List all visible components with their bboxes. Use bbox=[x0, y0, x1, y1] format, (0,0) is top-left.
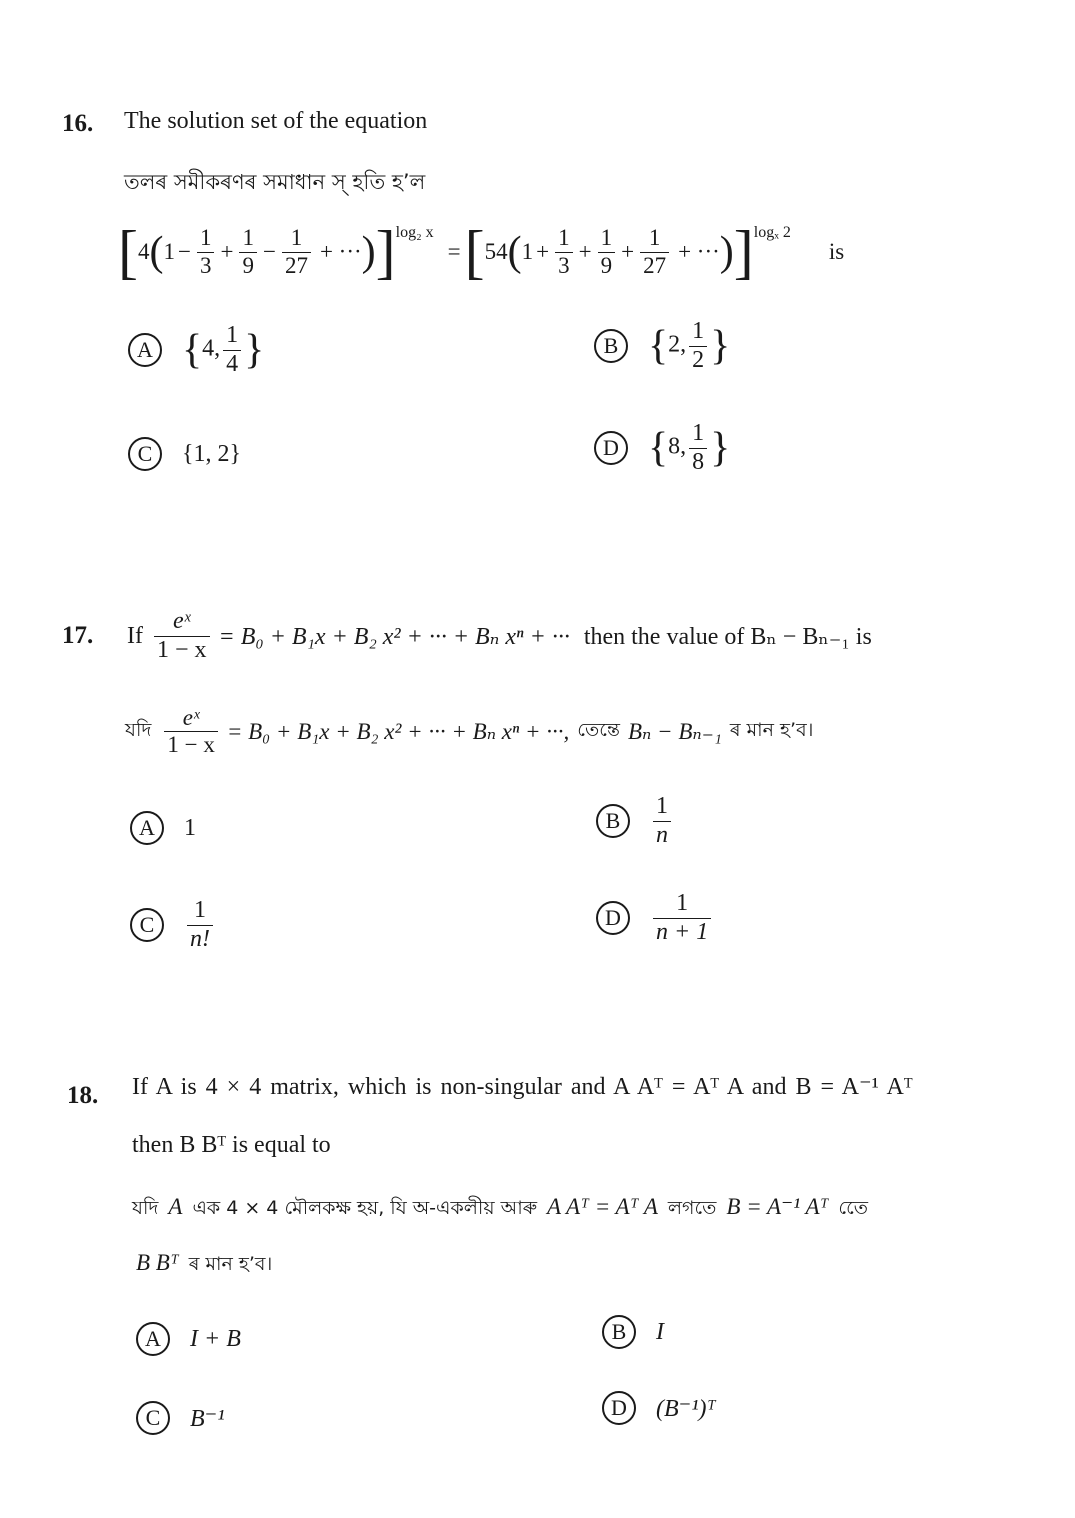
fraction: $\frac{1}{3}$ bbox=[197, 225, 215, 279]
option-d-marker[interactable]: D bbox=[602, 1391, 636, 1425]
option-b-value: {2, $\frac{1}{2}$ } bbox=[648, 318, 731, 373]
option-d-marker[interactable]: D bbox=[594, 431, 628, 465]
q17-option-a[interactable] bbox=[130, 811, 196, 845]
question-18-text-line-1: If A is 4 × 4 matrix, which is non-singular and A Aᵀ = Aᵀ A and B = A⁻¹ Aᵀ bbox=[132, 1074, 913, 1100]
equation-suffix: is bbox=[828, 239, 845, 264]
option-b-value: $\frac{1}{n}$ bbox=[653, 793, 671, 849]
option-d-marker[interactable]: D bbox=[596, 901, 630, 935]
question-16-equation: [ 4 ( 1 − $\frac{1}{3}$ + $\frac{1}{9}$ − $\frac{1}{27}$ + ··· ) ] log₂ x = [ 54 ( 1 + $\frac{1}{3}$ + $\frac{1}{9}$ + $\frac{1}{27}$ + ··· ) ] logₓ 2 is bbox=[118, 219, 845, 285]
option-c-value: $\frac{1}{n!}$ bbox=[187, 897, 213, 953]
question-17-text-assamese: যদি $\frac{\text{eˣ}}{1 - x}$ = B₀ + B₁x + B₂ x² + ··· + Bₙ xⁿ + ···, তেন্তে Bₙ − Bₙ₋₁ ৰ মান হ’ব। bbox=[125, 705, 814, 758]
q16-option-a[interactable] bbox=[128, 322, 264, 378]
paren: ( bbox=[507, 229, 522, 275]
lhs-coefficient: 4 bbox=[137, 239, 150, 264]
option-a-marker[interactable]: A bbox=[130, 811, 164, 845]
q17-option-b[interactable] bbox=[596, 793, 674, 849]
bracket: [ bbox=[118, 219, 138, 285]
fraction: $\frac{1}{3}$ bbox=[555, 225, 573, 279]
option-a-marker[interactable]: A bbox=[136, 1322, 170, 1356]
option-b-marker[interactable]: B bbox=[602, 1315, 636, 1349]
question-18-text-assamese-line-4: B Bᵀ ৰ মান হ’ব। bbox=[136, 1250, 273, 1275]
q17-option-d[interactable] bbox=[596, 890, 714, 946]
fraction: $\frac{1}{9}$ bbox=[598, 225, 616, 279]
question-16-text-english: The solution set of the equation bbox=[124, 108, 428, 134]
paren: ) bbox=[719, 229, 734, 275]
question-16-text-assamese: তলৰ সমীকৰণৰ সমাধান স্ হতি হ’ল bbox=[124, 170, 426, 194]
q17-option-c[interactable] bbox=[130, 897, 216, 953]
series-tail: + ··· bbox=[319, 239, 362, 264]
option-c-value: {1, 2} bbox=[182, 440, 242, 467]
operator: + bbox=[220, 239, 234, 264]
question-16-number: 16. bbox=[62, 110, 94, 137]
option-c-marker[interactable]: C bbox=[128, 437, 162, 471]
fraction: $\frac{1}{27}$ bbox=[282, 225, 311, 279]
series-tail: + ··· bbox=[678, 239, 720, 264]
q16-option-d[interactable] bbox=[594, 420, 730, 476]
bracket: ] bbox=[733, 219, 754, 285]
bracket: [ bbox=[464, 219, 485, 285]
option-a-value: I + B bbox=[190, 1325, 241, 1352]
option-d-value: (B⁻¹)ᵀ bbox=[656, 1395, 716, 1422]
question-17-text-english: If $\frac{\text{eˣ}}{1 - x}$ = B₀ + B₁x + B₂ x² + ··· + Bₙ xⁿ + ··· then the value of Bₙ − Bₙ₋₁ is bbox=[127, 608, 872, 663]
option-a-value: {4, $\frac{1}{4}$ } bbox=[182, 322, 265, 377]
option-d-value: $\frac{1}{n + 1}$ bbox=[653, 890, 711, 946]
question-17-number: 17. bbox=[62, 622, 94, 649]
q16-option-b[interactable] bbox=[594, 318, 730, 374]
q16-option-c[interactable] bbox=[128, 437, 241, 471]
question-18-text-assamese-line-3: যদি A এক 4 × 4 মৌলকক্ষ হয়, যি অ-একলীয় আৰু A Aᵀ = Aᵀ A লগতে B = A⁻¹ Aᵀ তেে bbox=[132, 1194, 869, 1219]
option-b-value: I bbox=[656, 1318, 664, 1345]
option-a-value: 1 bbox=[184, 814, 196, 841]
equals-sign: = bbox=[447, 239, 461, 264]
series-term: 1 bbox=[163, 239, 175, 264]
question-18-text-line-2: then B Bᵀ is equal to bbox=[132, 1132, 331, 1158]
fraction: $\frac{1}{27}$ bbox=[640, 225, 669, 279]
operator: − bbox=[177, 239, 191, 264]
question-18-number: 18. bbox=[67, 1082, 99, 1109]
option-a-marker[interactable]: A bbox=[128, 333, 162, 367]
series-term: 1 bbox=[521, 239, 534, 264]
fraction: $\frac{1}{9}$ bbox=[239, 225, 257, 279]
option-b-marker[interactable]: B bbox=[594, 329, 628, 363]
option-c-marker[interactable]: C bbox=[136, 1401, 170, 1435]
option-b-marker[interactable]: B bbox=[596, 804, 630, 838]
paren: ( bbox=[149, 229, 164, 275]
option-c-marker[interactable]: C bbox=[130, 908, 164, 942]
lhs-exponent: log₂ x bbox=[395, 224, 434, 241]
operator: − bbox=[262, 239, 276, 264]
rhs-exponent: logₓ 2 bbox=[753, 224, 791, 241]
option-c-value: B⁻¹ bbox=[190, 1405, 225, 1432]
q18-option-d[interactable] bbox=[602, 1391, 716, 1425]
q18-option-a[interactable] bbox=[136, 1322, 241, 1356]
q18-option-c[interactable] bbox=[136, 1401, 225, 1435]
option-d-value: {8, $\frac{1}{8}$ } bbox=[648, 420, 731, 475]
bracket: ] bbox=[375, 219, 396, 285]
rhs-coefficient: 54 bbox=[484, 239, 508, 264]
q18-option-b[interactable] bbox=[602, 1315, 664, 1349]
paren: ) bbox=[361, 229, 376, 275]
